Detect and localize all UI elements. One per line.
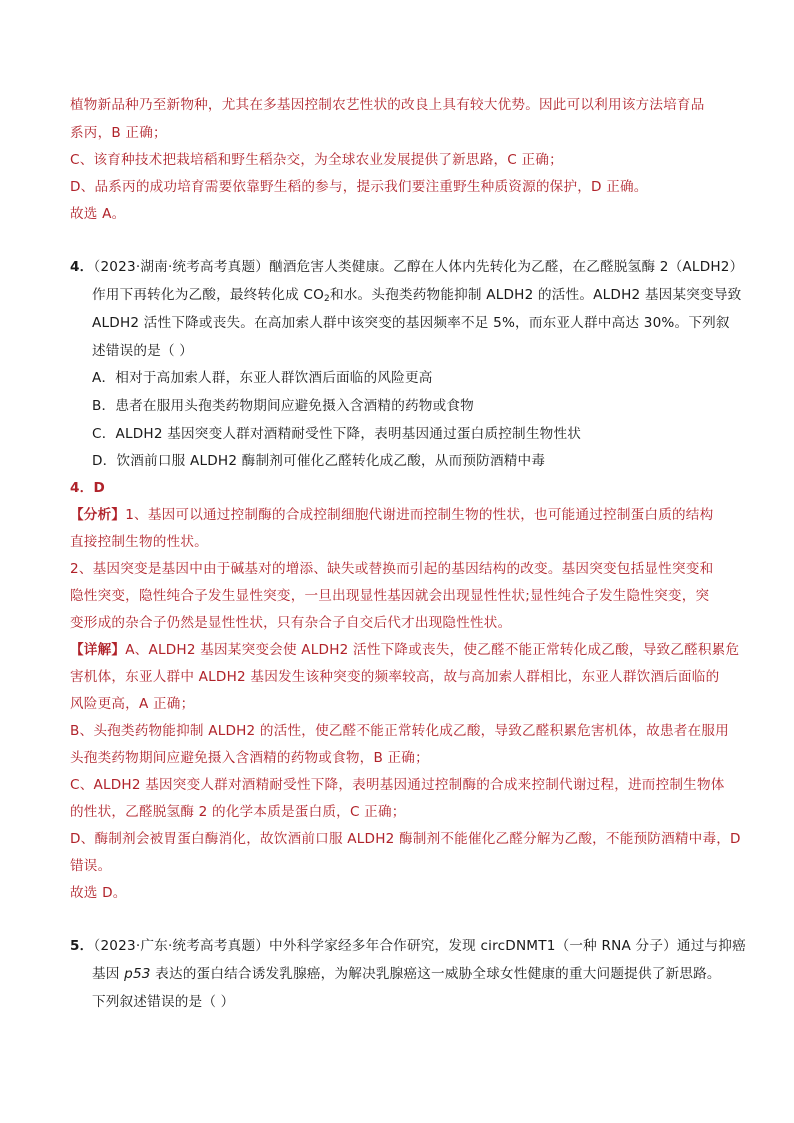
answer3-line4: D、品系丙的成功培育需要依靠野生稻的参与，提示我们要注重野生种质资源的保护，D 正确。 [70, 179, 648, 195]
question4-detail-line6: C、ALDH2 基因突变人群对酒精耐受性下降，表明基因通过控制酶的合成来控制代谢过程，进而控制生物体 [70, 777, 725, 793]
question4-analysis-line2: 直接控制生物的性状。 [70, 534, 208, 550]
question4-analysis-line3: 2、基因突变是基因中由于碱基对的增添、缺失或替换而引起的基因结构的改变。基因突变包括显性突变和 [70, 561, 714, 577]
question4-analysis-line1 [70, 505, 713, 525]
question4-answer: 4．D [70, 480, 105, 496]
answer3-line3: C、该育种技术把栽培稻和野生稻杂交，为全球农业发展提供了新思路，C 正确； [70, 152, 563, 168]
question4-detail-line5: 头孢类药物期间应避免摄入含酒精的药物或食物，B 正确； [70, 750, 429, 766]
question5-stem-line3: 下列叙述错误的是（ ） [92, 994, 235, 1010]
question4-stem-subscript: 2 [324, 294, 330, 304]
answer3-line2: 系丙，B 正确； [70, 125, 167, 141]
question4-stem-text2b: 和水。头孢类药物能抑制 ALDH2 的活性。ALDH2 基因某突变导致 [329, 287, 742, 303]
question4-number: 4． [70, 259, 94, 275]
question4-detail-line1 [70, 640, 739, 660]
question5-stem-text2a: 基因 [92, 966, 125, 982]
question4-analysis-line4: 隐性突变，隐性纯合子发生显性突变，一旦出现显性基因就会出现显性性状;显性纯合子发生隐性突变，突 [70, 588, 710, 604]
question4-detail-line3: 风险更高，A 正确； [70, 696, 195, 712]
question4-stem-text1: 酗酒危害人类健康。乙醇在人体内先转化为乙醛，在乙醛脱氢酶 2（ALDH2） [269, 259, 744, 275]
answer3-conclusion: 故选 A。 [70, 206, 126, 222]
question5-source: （2023·广东·统考高考真题） [93, 938, 270, 954]
analysis-text1: 1、基因可以通过控制酶的合成控制细胞代谢进而控制生物的性状，也可能通过控制蛋白质的结构 [125, 507, 714, 523]
question4-detail-line8: D、酶制剂会被胃蛋白酶消化，故饮酒前口服 ALDH2 酶制剂不能催化乙醛分解为乙酸，不能预防酒精中毒，D [70, 831, 741, 847]
question4-detail-line7: 的性状，乙醛脱氢酶 2 的化学本质是蛋白质，C 正确； [70, 804, 406, 820]
question4-stem-line2 [92, 285, 741, 309]
answer3-line1: 植物新品种乃至新物种，尤其在多基因控制农艺性状的改良上具有较大优势。因此可以利用该方法培育品 [70, 97, 705, 113]
question5-stem-text1: 中外科学家经多年合作研究，发现 circDNMT1（一种 RNA 分子）通过与抑癌 [269, 938, 746, 954]
question4-option-a: A．相对于高加索人群，东亚人群饮酒后面临的风险更高 [92, 370, 433, 386]
question4-option-d: D．饮酒前口服 ALDH2 酶制剂可催化乙醛转化成乙酸，从而预防酒精中毒 [92, 453, 546, 469]
question5-stem-line1 [70, 936, 746, 956]
question4-stem-line1 [70, 257, 743, 277]
question4-stem-line4: 述错误的是（ ） [92, 343, 194, 359]
question4-conclusion: 故选 D。 [70, 885, 127, 901]
question5-gene-name: p53 [124, 966, 151, 982]
question4-option-b: B．患者在服用头孢类药物期间应避免摄入含酒精的药物或食物 [92, 398, 474, 414]
question4-stem-line3: ALDH2 活性下降或丧失。在高加索人群中该突变的基因频率不足 5%，而东亚人群中高达 30%。下列叙 [92, 315, 730, 331]
question4-stem-text2a: 作用下再转化为乙酸，最终转化成 CO [92, 287, 325, 303]
question4-detail-line4: B、头孢类药物能抑制 ALDH2 的活性，使乙醛不能正常转化成乙酸，导致乙醛积累危害机体，故患者在服用 [70, 723, 729, 739]
question5-number: 5． [70, 938, 94, 954]
question5-stem-line2 [92, 964, 721, 984]
analysis-tag: 【分析】 [70, 507, 126, 523]
detail-tag: 【详解】 [70, 642, 126, 658]
question4-source: （2023·湖南·统考高考真题） [93, 259, 270, 275]
detail-text1: A、ALDH2 基因某突变会使 ALDH2 活性下降或丧失，使乙醛不能正常转化成乙酸，导致乙醛积累危 [125, 642, 740, 658]
question4-option-c: C．ALDH2 基因突变人群对酒精耐受性下降，表明基因通过蛋白质控制生物性状 [92, 426, 582, 442]
question4-detail-line9: 错误。 [70, 858, 112, 874]
question4-analysis-line5: 变形成的杂合子仍然是显性性状，只有杂合子自交后代才出现隐性性状。 [70, 615, 512, 631]
question5-stem-text2b: 表达的蛋白结合诱发乳腺癌，为解决乳腺癌这一威胁全球女性健康的重大问题提供了新思路。 [150, 966, 721, 982]
question4-detail-line2: 害机体，东亚人群中 ALDH2 基因发生该种突变的频率较高，故与高加索人群相比，东亚人群饮酒后面临的 [70, 669, 720, 685]
